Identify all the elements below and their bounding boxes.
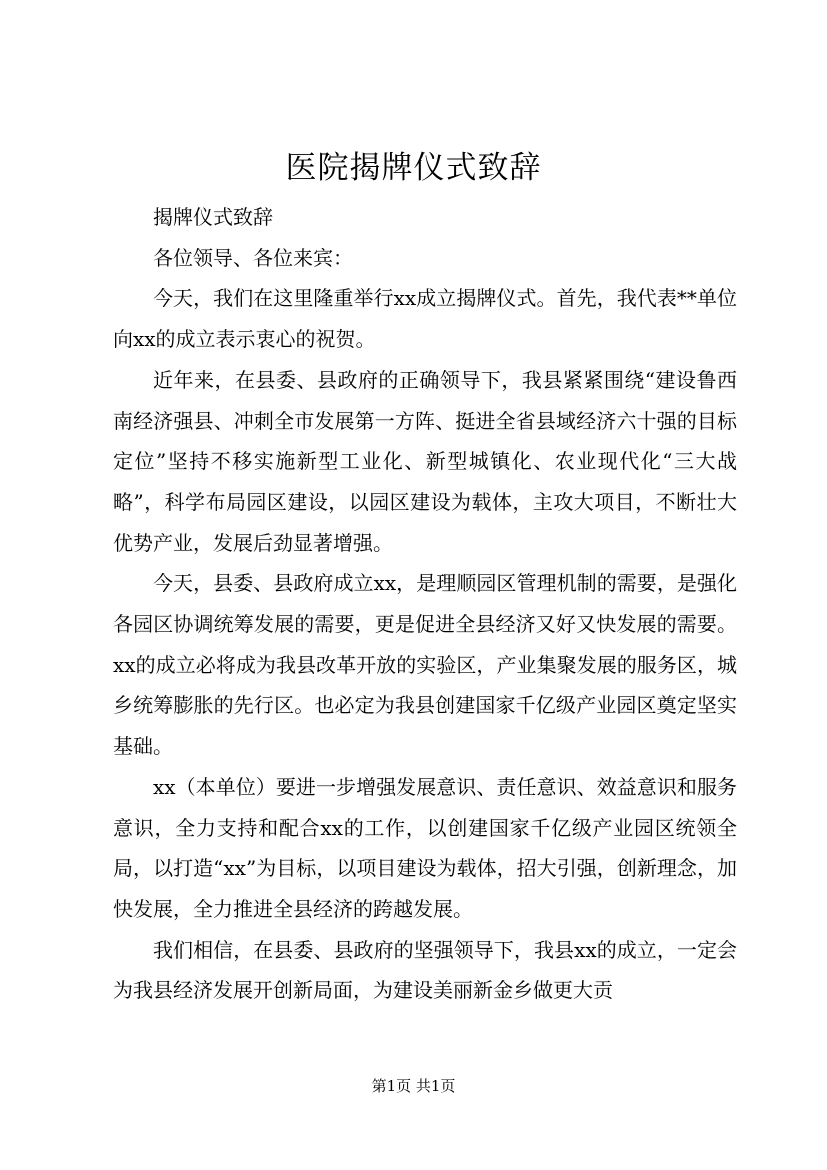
paragraph: xx（本单位）要进一步增强发展意识、责任意识、效益意识和服务意识，全力支持和配合xx的工作，以创建国家千亿级产业园区统领全局，以打造“xx”为目标，以项目建设为载体，招大引强，创新理念，加快发展，全力推进全县经济的跨越发展。	[113, 774, 737, 921]
paragraph: 我们相信，在县委、县政府的坚强领导下，我县xx的成立，一定会为我县经济发展开创新局面，为建设美丽新金乡做更大贡	[113, 937, 737, 1003]
document-title: 医院揭牌仪式致辞	[285, 150, 542, 186]
paragraph: 今天，我们在这里隆重举行xx成立揭牌仪式。首先，我代表**单位向xx的成立表示衷心的祝贺。	[113, 286, 737, 352]
paragraph: 今天，县委、县政府成立xx，是理顺园区管理机制的需要，是强化各园区协调统筹发展的需要，更是促进全县经济又好又快发展的需要。xx的成立必将成为我县改革开放的实验区，产业集聚发展的服务区，城乡统筹膨胀的先行区。也必定为我县创建国家千亿级产业园区奠定坚实基础。	[113, 571, 737, 759]
page-footer: 第1页 共1页	[371, 1077, 456, 1095]
paragraph-salutation: 各位领导、各位来宾：	[153, 245, 353, 270]
paragraph: 近年来，在县委、县政府的正确领导下，我县紧紧围绕“建设鲁西南经济强县、冲刺全市发展第一方阵、挺进全省县域经济六十强的目标定位”坚持不移实施新型工业化、新型城镇化、农业现代化“三大战略”，科学布局园区建设，以园区建设为载体，主攻大项目，不断壮大优势产业，发展后劲显著增强。	[113, 367, 737, 555]
document-body	[113, 197, 737, 1011]
paragraph-subtitle: 揭牌仪式致辞	[153, 205, 273, 229]
